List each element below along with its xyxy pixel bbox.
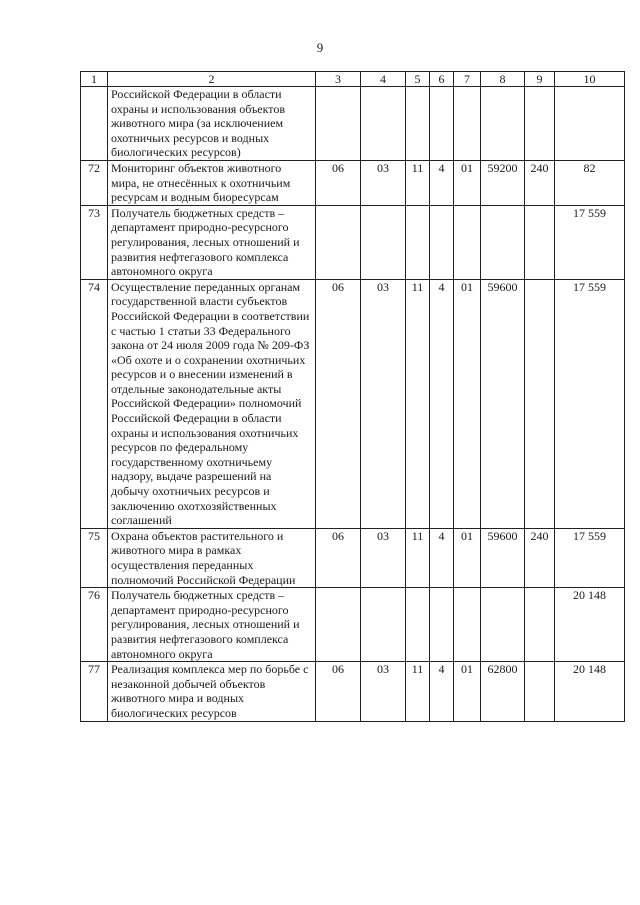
section-code — [316, 87, 361, 161]
amount-value: 20 148 — [555, 588, 625, 662]
table-row — [81, 160, 625, 205]
direction-code: 59200 — [481, 160, 525, 205]
program-code — [406, 588, 430, 662]
program-code: 11 — [406, 528, 430, 587]
row-description: Осуществление переданных органам государственной власти субъектов Российской Федерации в соответствии с частью 1 статьи 33 Федерального закона от 24 июля 2009 года № 209-ФЗ «Об охоте и о сохранении охотничьих ресурсов и о внесении изменений в отдельные законодательные акты Российской Федерации» полномочий Российской Федерации в области охраны и использования охотничьих ресурсов по федеральному государственному охотничьему надзору, выдаче разрешений на добычу охотничьих ресурсов и заключению охотхозяйственных соглашений — [108, 279, 316, 528]
page-number: 9 — [316, 40, 324, 55]
row-number: 76 — [81, 588, 108, 662]
expense-type-code — [525, 87, 555, 161]
subsection-code — [361, 87, 406, 161]
event-code — [454, 205, 481, 279]
subprogram-code — [430, 87, 454, 161]
expense-type-code — [525, 279, 555, 528]
direction-code — [481, 87, 525, 161]
budget-table — [80, 71, 625, 722]
column-header: 10 — [555, 72, 625, 87]
row-description: Получатель бюджетных средств – департамент природно-ресурсного регулирования, лесных отношений и развития нефтегазового комплекса автономного округа — [108, 588, 316, 662]
table-row — [81, 588, 625, 662]
subsection-code — [361, 205, 406, 279]
section-code — [316, 205, 361, 279]
amount-value: 20 148 — [555, 662, 625, 721]
table-row — [81, 205, 625, 279]
section-code: 06 — [316, 279, 361, 528]
event-code: 01 — [454, 279, 481, 528]
event-code: 01 — [454, 528, 481, 587]
row-description: Мониторинг объектов животного мира, не отнесённых к охотничьим ресурсам и водным биоресурсам — [108, 160, 316, 205]
subprogram-code — [430, 205, 454, 279]
event-code — [454, 87, 481, 161]
row-number: 72 — [81, 160, 108, 205]
direction-code — [481, 588, 525, 662]
program-code: 11 — [406, 160, 430, 205]
direction-code: 59600 — [481, 279, 525, 528]
expense-type-code: 240 — [525, 528, 555, 587]
section-code — [316, 588, 361, 662]
expense-type-code — [525, 205, 555, 279]
column-header: 7 — [454, 72, 481, 87]
column-header: 4 — [361, 72, 406, 87]
direction-code — [481, 205, 525, 279]
column-header: 2 — [108, 72, 316, 87]
subsection-code: 03 — [361, 160, 406, 205]
section-code: 06 — [316, 160, 361, 205]
subprogram-code — [430, 588, 454, 662]
program-code — [406, 205, 430, 279]
expense-type-code: 240 — [525, 160, 555, 205]
amount-value: 17 559 — [555, 205, 625, 279]
row-number — [81, 87, 108, 161]
subprogram-code: 4 — [430, 528, 454, 587]
event-code — [454, 588, 481, 662]
table-row — [81, 528, 625, 587]
column-header: 5 — [406, 72, 430, 87]
direction-code: 62800 — [481, 662, 525, 721]
row-number: 77 — [81, 662, 108, 721]
subprogram-code: 4 — [430, 279, 454, 528]
section-code: 06 — [316, 662, 361, 721]
table-row — [81, 87, 625, 161]
event-code: 01 — [454, 662, 481, 721]
row-description: Получатель бюджетных средств – департамент природно-ресурсного регулирования, лесных отношений и развития нефтегазового комплекса автономного округа — [108, 205, 316, 279]
subprogram-code: 4 — [430, 662, 454, 721]
subsection-code: 03 — [361, 662, 406, 721]
expense-type-code — [525, 588, 555, 662]
row-number: 74 — [81, 279, 108, 528]
row-number: 73 — [81, 205, 108, 279]
subsection-code: 03 — [361, 528, 406, 587]
direction-code: 59600 — [481, 528, 525, 587]
column-header: 9 — [525, 72, 555, 87]
table-row — [81, 279, 625, 528]
column-header: 3 — [316, 72, 361, 87]
row-description: Охрана объектов растительного и животного мира в рамках осуществления переданных полномочий Российской Федерации — [108, 528, 316, 587]
event-code: 01 — [454, 160, 481, 205]
amount-value: 17 559 — [555, 279, 625, 528]
expense-type-code — [525, 662, 555, 721]
column-header: 6 — [430, 72, 454, 87]
amount-value: 17 559 — [555, 528, 625, 587]
row-description: Реализация комплекса мер по борьбе с незаконной добычей объектов животного мира и водных биологических ресурсов — [108, 662, 316, 721]
program-code: 11 — [406, 279, 430, 528]
subprogram-code: 4 — [430, 160, 454, 205]
amount-value: 82 — [555, 160, 625, 205]
row-description: Российской Федерации в области охраны и использования объектов животного мира (за исключением охотничьих ресурсов и водных биологических ресурсов) — [108, 87, 316, 161]
row-number: 75 — [81, 528, 108, 587]
program-code: 11 — [406, 662, 430, 721]
column-header: 1 — [81, 72, 108, 87]
subsection-code — [361, 588, 406, 662]
amount-value — [555, 87, 625, 161]
table-header-row — [81, 72, 625, 87]
subsection-code: 03 — [361, 279, 406, 528]
table-row — [81, 662, 625, 721]
program-code — [406, 87, 430, 161]
column-header: 8 — [481, 72, 525, 87]
section-code: 06 — [316, 528, 361, 587]
